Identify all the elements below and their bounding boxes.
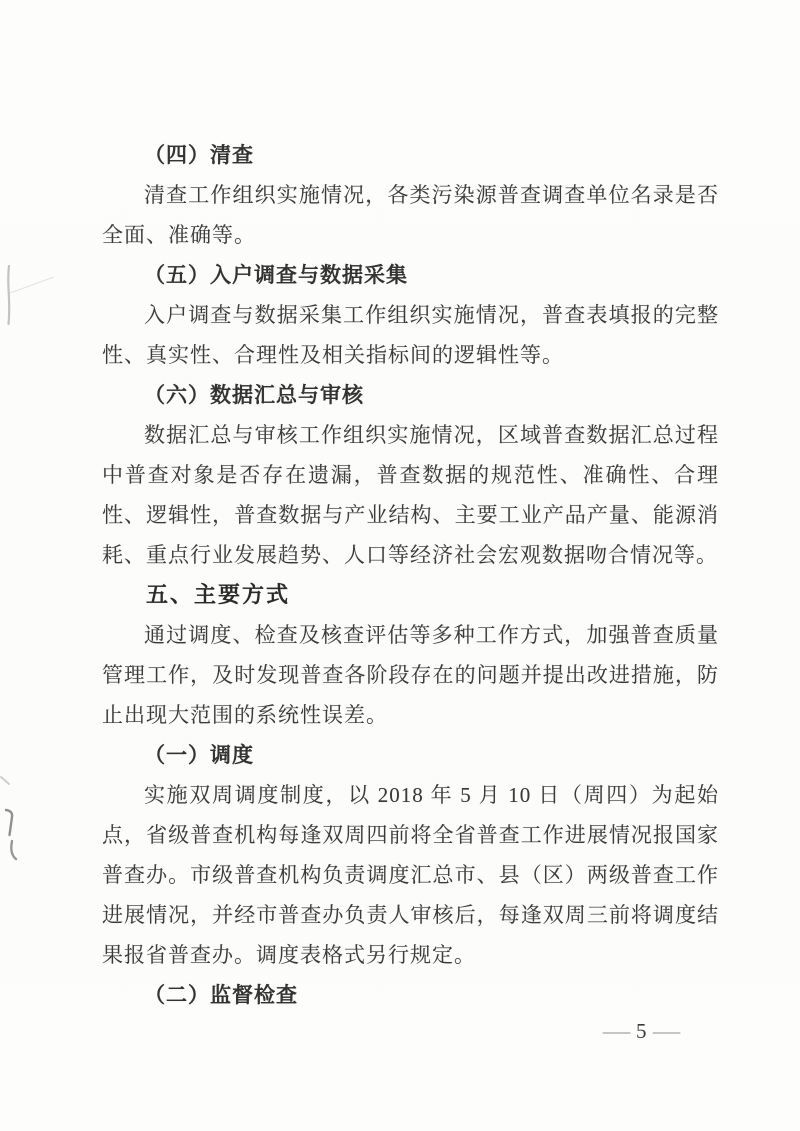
section-5-heading: （五）入户调查与数据采集 xyxy=(144,263,408,287)
scan-mark-upper-hairline xyxy=(10,277,54,293)
section-5-body: 入户调查与数据采集工作组织实施情况，普查表填报的完整性、真实性、合理性及相关指标间的逻辑性等。 xyxy=(102,303,719,367)
chapter-5-heading: 五、主要方式 xyxy=(146,582,291,607)
page-number-left-dash: — xyxy=(602,1019,631,1043)
subsection-1-body: 实施双周调度制度，以 2018 年 5 月 10 日（周四）为起始点，省级普查机构每逢双周四前将全省普查工作进展情况报国家普查办。市级普查机构负责调度汇总市、县（区）两级普查工作进展情况，并经市普查办负责人审核后，每逢双周三前将调度结果报省普查办。调度表格式另行规定。 xyxy=(102,783,719,967)
subsection-2-heading: （二）监督检查 xyxy=(144,983,298,1007)
page-number xyxy=(602,1019,680,1044)
section-6-body: 数据汇总与审核工作组织实施情况，区域普查数据汇总过程中普查对象是否存在遗漏，普查数据的规范性、准确性、合理性、逻辑性，普查数据与产业结构、主要工业产品产量、能源消耗、重点行业发展趋势、人口等经济社会宏观数据吻合情况等。 xyxy=(102,423,719,567)
scan-mark-upper xyxy=(8,266,9,324)
page-number-right-dash: — xyxy=(652,1019,680,1043)
subsection-1-heading: （一）调度 xyxy=(144,743,254,767)
scan-mark-hook-2 xyxy=(11,841,16,859)
scan-mark-hook-1 xyxy=(6,810,12,835)
page-number-value: 5 xyxy=(636,1019,647,1043)
section-4-body: 清查工作组织实施情况，各类污染源普查调查单位名录是否全面、准确等。 xyxy=(102,183,719,247)
section-6-heading: （六）数据汇总与审核 xyxy=(144,383,364,407)
scan-mark-corner xyxy=(1,777,9,784)
scan-artifacts xyxy=(0,0,80,1131)
document-body xyxy=(102,135,719,1015)
chapter-5-intro: 通过调度、检查及核查评估等多种工作方式，加强普查质量管理工作，及时发现普查各阶段存在的问题并提出改进措施，防止出现大范围的系统性误差。 xyxy=(102,623,719,727)
section-4-heading: （四）清查 xyxy=(144,143,254,167)
